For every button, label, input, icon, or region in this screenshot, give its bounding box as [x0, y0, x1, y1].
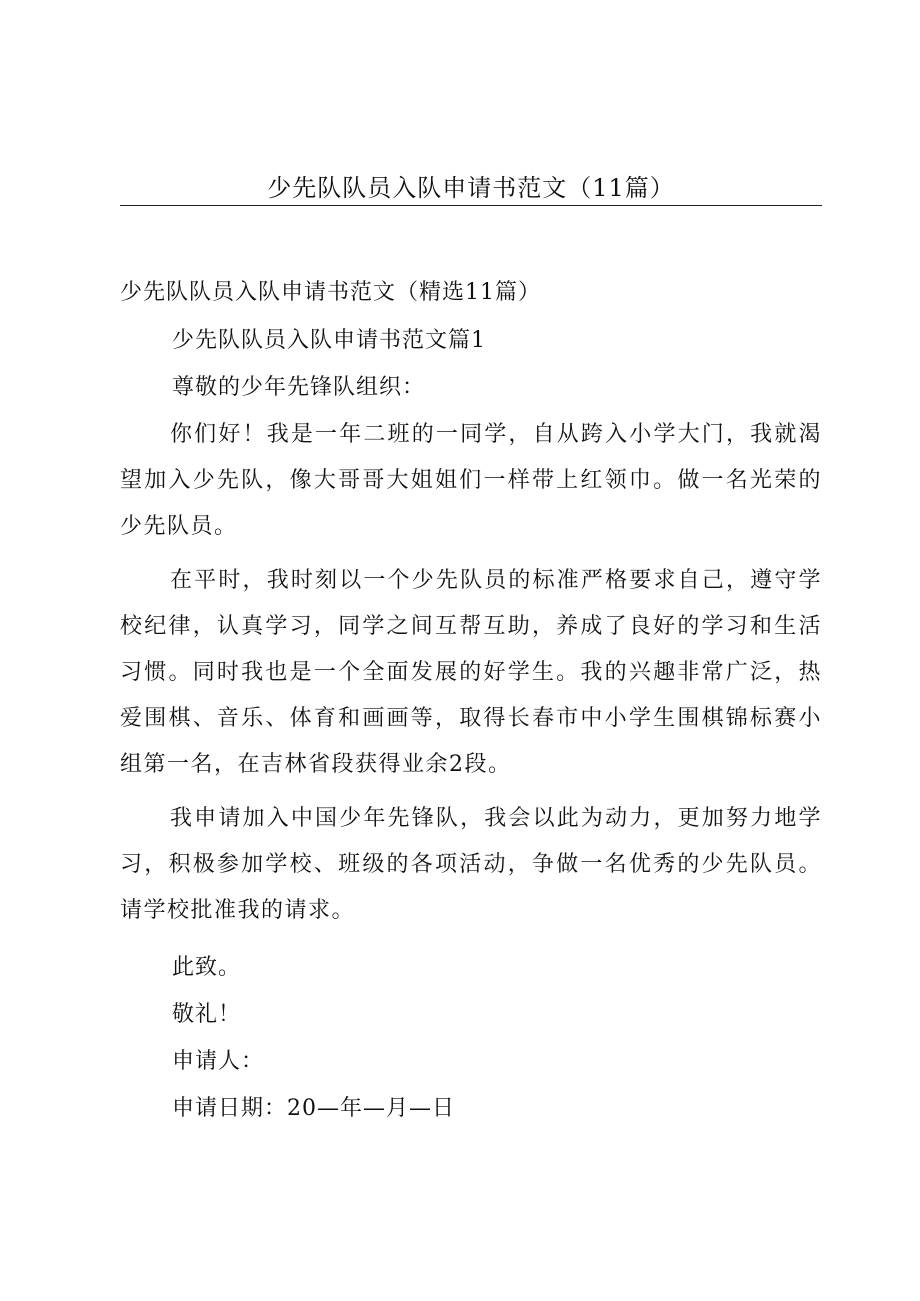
paragraph-2: 在平时，我时刻以一个少先队员的标准严格要求自己，遵守学校纪律，认真学习，同学之间互帮互助，养成了良好的学习和生活习惯。同时我也是一个全面发展的好学生。我的兴趣非常广泛，热爱围棋、音乐、体育和画画等，取得长春市中小学生围棋锦标赛小组第一名，在吉林省段获得业余2段。: [120, 568, 822, 777]
applicant-label: 申请人：: [172, 1049, 265, 1074]
closing-cizhi: 此致。: [172, 955, 242, 980]
section-heading: 少先队队员入队申请书范文篇1: [172, 328, 486, 353]
document-subtitle: 少先队队员入队申请书范文（精选11篇）: [120, 280, 541, 305]
title-underline: [120, 205, 822, 206]
salutation: 尊敬的少年先锋队组织：: [172, 375, 426, 400]
closing-jingli: 敬礼！: [172, 1002, 242, 1027]
paragraph-1: 你们好！我是一年二班的一同学，自从跨入小学大门，我就渴望加入少先队，像大哥哥大姐姐们一样带上红领巾。做一名光荣的少先队员。: [120, 422, 822, 539]
paragraph-3: 我申请加入中国少年先锋队，我会以此为动力，更加努力地学习，积极参加学校、班级的各项活动，争做一名优秀的少先队员。请学校批准我的请求。: [120, 806, 822, 923]
document-title: 少先队队员入队申请书范文（11篇）: [267, 174, 675, 202]
application-date: 申请日期：20—年—月—日: [172, 1096, 455, 1121]
